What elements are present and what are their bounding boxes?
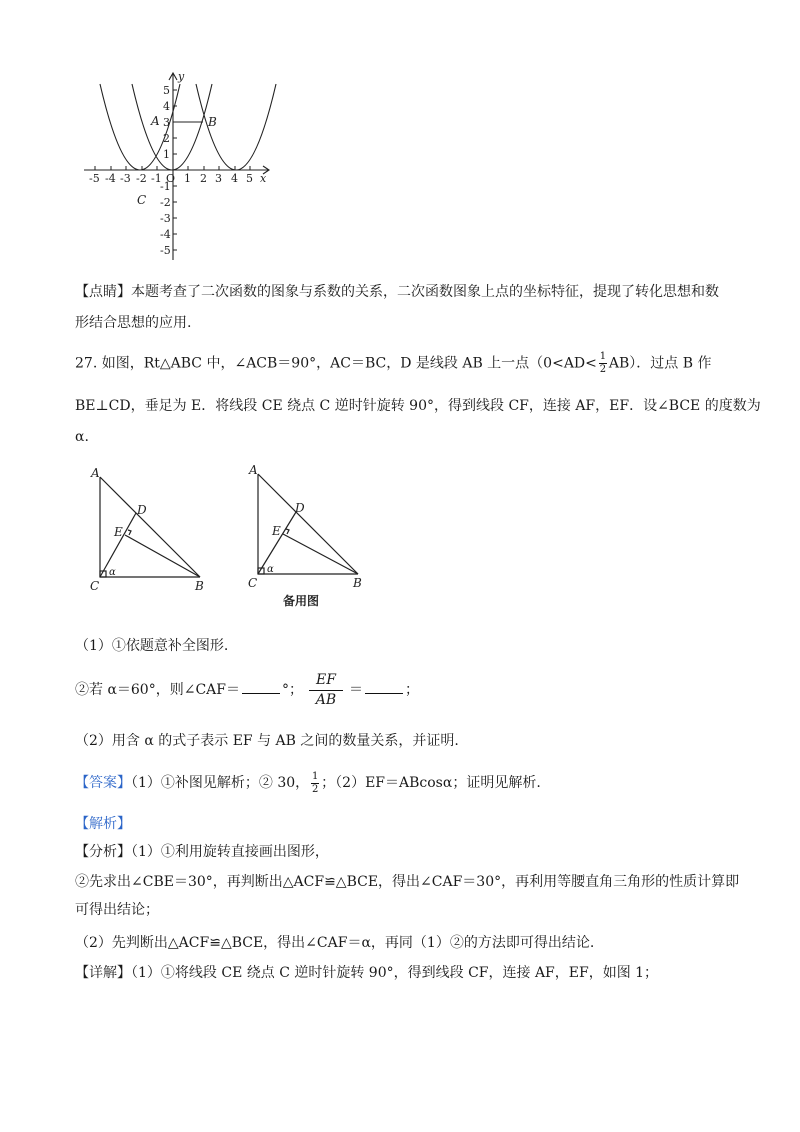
- point-b-label: B: [208, 115, 217, 129]
- label-alpha: α: [267, 564, 274, 575]
- x-tick-label: 4: [231, 172, 238, 185]
- y-tick-label: 1: [163, 148, 170, 161]
- fenxi-text-1: （1）①利用旋转直接画出图形，: [131, 844, 329, 860]
- dianjing-line-1: [75, 282, 719, 302]
- label-c: C: [248, 576, 258, 590]
- q2-text: （2）用含 α 的式子表示 EF 与 AB 之间的数量关系，并证明.: [75, 733, 459, 749]
- dianjing-text-1: 本题考查了二次函数的图象与系数的关系，二次函数图象上点的坐标特征，提现了转化思想和数: [131, 284, 719, 300]
- answer-frac-num: 1: [311, 770, 319, 782]
- answer-fraction: [311, 772, 319, 795]
- origin-label: O: [166, 172, 176, 185]
- problem-line-3: [75, 427, 89, 447]
- problem-frac-den: 2: [599, 364, 607, 375]
- y-tick-label: 3: [163, 116, 170, 129]
- ef-ab-fraction: [309, 672, 343, 709]
- segment-be: [125, 535, 200, 577]
- parabola-graph: [80, 70, 280, 265]
- y-tick-label: -3: [160, 212, 171, 225]
- y-tick-label: -4: [160, 228, 171, 241]
- answer-blank-2[interactable]: [365, 681, 403, 694]
- x-axis-label: x: [260, 172, 267, 185]
- label-e: E: [114, 525, 123, 539]
- q1-1-text: （1）①依题意补全图形.: [75, 638, 229, 654]
- xiangjie-text-1: （1）①将线段 CE 绕点 C 逆时针旋转 90°，得到线段 CF，连接 AF，EF，如图 1；: [131, 965, 659, 981]
- problem-fraction: [599, 352, 607, 375]
- triangle-figure-2: [243, 462, 378, 612]
- label-alpha: α: [109, 567, 116, 578]
- question-1-2: [75, 670, 419, 710]
- y-tick-label: 4: [163, 100, 170, 113]
- jiexi-tag: 【解析】: [75, 816, 131, 832]
- label-e: E: [272, 524, 281, 538]
- x-tick-label: -2: [136, 172, 147, 185]
- x-tick-label: -5: [89, 172, 100, 185]
- q1-2-text-d: ；: [405, 682, 419, 698]
- x-tick-label: 2: [200, 172, 207, 185]
- label-b: B: [195, 579, 204, 593]
- x-tick-label: 1: [184, 172, 191, 185]
- segment-cd: [100, 513, 136, 577]
- ab-label: AB: [315, 691, 337, 708]
- point-c-label: C: [137, 193, 147, 207]
- triangle-figure-1: [85, 465, 215, 595]
- x-tick-label: -3: [120, 172, 131, 185]
- dianjing-tag: 【点睛】: [75, 284, 131, 300]
- answer-line: [75, 768, 541, 798]
- ef-label: EF: [316, 671, 336, 688]
- y-axis-label: y: [178, 70, 185, 83]
- q1-2-text-a: ②若 α＝60°，则∠CAF＝: [75, 682, 240, 698]
- q1-2-text-b: °；: [282, 682, 303, 698]
- fenxi-line-4: [75, 933, 594, 953]
- problem-text-1b: AB）．过点 B 作: [608, 355, 712, 372]
- dianjing-line-2: [75, 313, 191, 333]
- parabola-mid: [132, 84, 212, 170]
- y-tick-label: -5: [160, 244, 171, 257]
- x-tick-label: -1: [151, 172, 162, 185]
- label-d: D: [295, 501, 305, 515]
- label-c: C: [90, 579, 100, 593]
- answer-blank-1[interactable]: [242, 681, 280, 694]
- fenxi-text-4: （2）先判断出△ACF≌△BCE，得出∠CAF＝α，再同（1）②的方法即可得出结论.: [75, 935, 595, 951]
- segment-cd: [258, 512, 296, 574]
- xiangjie-line-1: [75, 963, 658, 983]
- x-tick-label: -4: [105, 172, 116, 185]
- y-tick-label: -2: [160, 196, 171, 209]
- label-a: A: [91, 466, 100, 480]
- problem-line-2: [75, 396, 761, 416]
- fenxi-text-2: ②先求出∠CBE＝30°，再判断出△ACF≌△BCE，得出∠CAF＝30°，再利用等腰直角三角形的性质计算即: [75, 874, 740, 890]
- fenxi-text-3: 可得出结论；: [75, 902, 159, 918]
- problem-line-1: [75, 352, 711, 375]
- x-tick-label: 5: [246, 172, 253, 185]
- label-a: A: [249, 463, 258, 477]
- answer-frac-den: 2: [311, 783, 319, 795]
- fenxi-tag: 【分析】: [75, 844, 131, 860]
- question-1-1: [75, 636, 228, 656]
- point-a-label: A: [151, 114, 160, 128]
- xiangjie-tag: 【详解】: [75, 965, 131, 981]
- x-tick-label: 3: [215, 172, 222, 185]
- problem-frac-num: 1: [599, 351, 607, 362]
- label-b: B: [353, 576, 362, 590]
- answer-text-b: ；（2）EF＝ABcosα；证明见解析.: [321, 775, 541, 791]
- figure-caption: 备用图: [283, 594, 320, 608]
- segment-be: [283, 534, 358, 574]
- q1-2-text-c: ＝: [349, 682, 363, 698]
- question-2: [75, 731, 459, 751]
- problem-text-3: α.: [75, 429, 89, 445]
- jiexi-line: [75, 814, 131, 834]
- answer-text-a: （1）①补图见解析；② 30，: [131, 775, 310, 791]
- problem-text-2: BE⊥CD，垂足为 E．将线段 CE 绕点 C 逆时针旋转 90°，得到线段 CF，连接 AF，EF．设∠BCE 的度数为: [75, 398, 761, 414]
- answer-tag: 【答案】: [75, 775, 131, 791]
- dianjing-text-2: 形结合思想的应用.: [75, 315, 192, 331]
- problem-text-1a: 27. 如图，Rt△ABC 中，∠ACB＝90°，AC＝BC，D 是线段 AB 上一点（0<AD<: [75, 355, 597, 372]
- y-tick-label: -1: [160, 180, 171, 193]
- fenxi-line-3: [75, 900, 159, 920]
- y-tick-label: 5: [163, 84, 170, 97]
- fenxi-line-1: [75, 842, 329, 862]
- fenxi-line-2: [75, 872, 739, 892]
- y-tick-label: 2: [163, 132, 170, 145]
- label-d: D: [137, 503, 147, 517]
